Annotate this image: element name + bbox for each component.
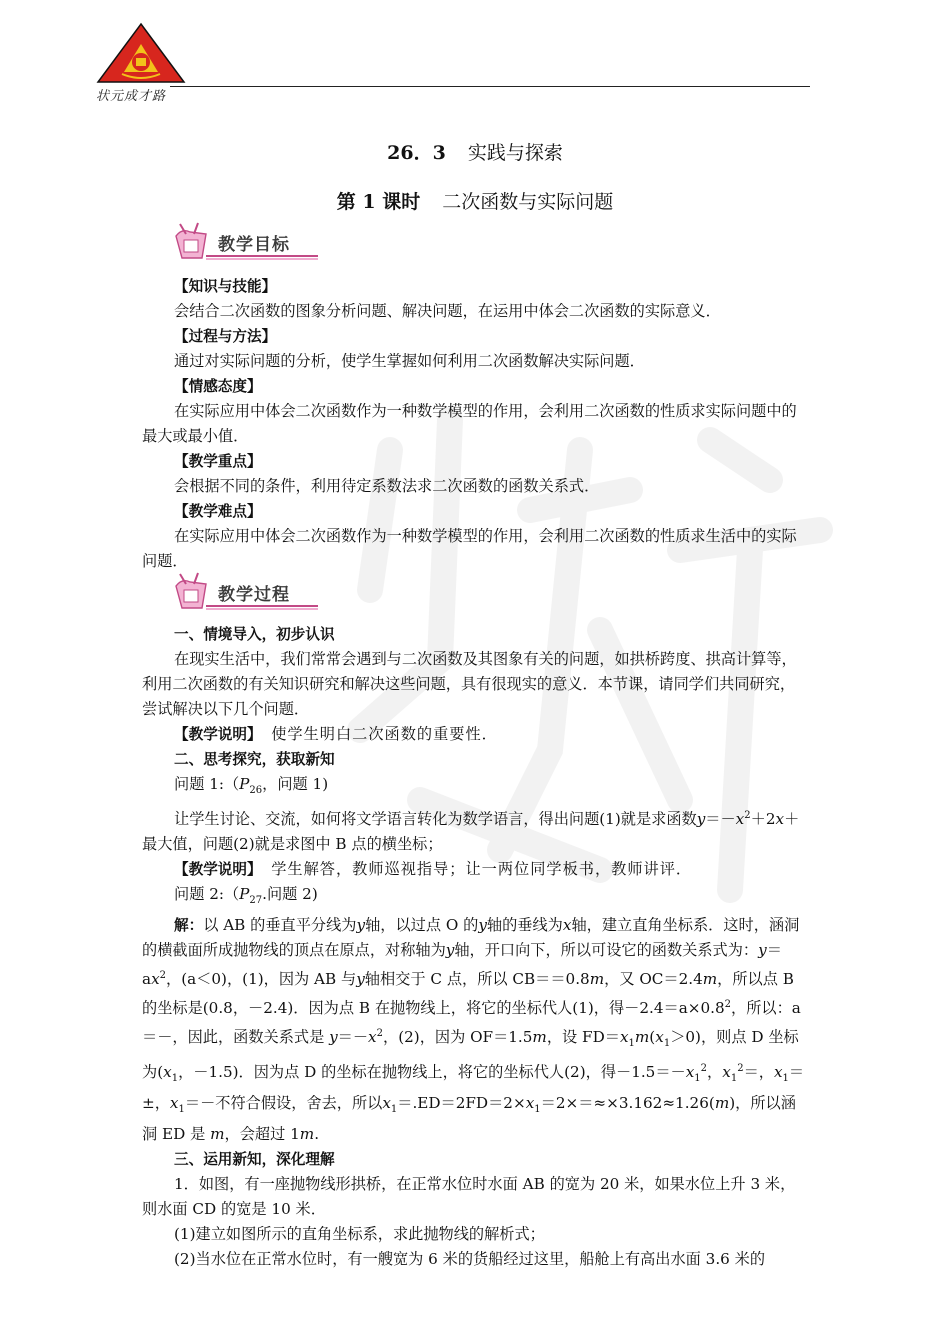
key-body: 会根据不同的条件，利用待定系数法求二次函数的函数关系式． [174, 477, 600, 495]
section-1-note [142, 722, 810, 747]
knowledge-body: 会结合二次函数的图象分析问题、解决问题，在运用中体会二次函数的实际意义． [174, 302, 721, 320]
emotion-body: 在实际应用中体会二次函数作为一种数学模型的作用，会利用二次函数的性质求实际问题中的最大或最小值． [142, 402, 797, 445]
note-body: 学生解答，教师巡视指导；让一两位同学板书，教师讲评． [271, 860, 693, 879]
key-heading: 【教学重点】 [174, 453, 262, 470]
logo-text: 状元成才路 [96, 89, 167, 104]
note-body: 使学生明白二次函数的重要性． [271, 725, 498, 743]
question-1-body: 让学生讨论、交流，如何将文学语言转化为数学语言，得出问题(1)就是求函数$y=-x^2+2x+$最大值，问题(2)就是求图中 B 点的横坐标； [142, 810, 800, 854]
difficulty-body: 在实际应用中体会二次函数作为一种数学模型的作用，会利用二次函数的性质求生活中的实际问题． [142, 527, 797, 570]
question-1: 问题 $1:(P_{26}$，问题 1) [174, 775, 329, 797]
process-badge [172, 572, 320, 612]
section-title [0, 138, 950, 165]
knowledge-heading: 【知识与技能】 [174, 278, 277, 295]
goals-badge [172, 222, 320, 262]
logo-emblem-icon [96, 22, 186, 86]
section-1-body: 在现实生活中，我们常常会遇到与二次函数及其图象有关的问题，如拱桥跨度、拱高计算等，利用二次函数的有关知识研究和解决这些问题，具有很现实的意义．本节课，请同学们共同研究，尝试解决以下几个问题． [142, 650, 797, 718]
lesson-name: 二次函数与实际问题 [442, 191, 614, 213]
section-2-heading: 二、思考探究，获取新知 [174, 751, 335, 768]
note-label: 【教学说明】 [174, 861, 262, 879]
process-badge-text: 教学过程 [218, 585, 290, 605]
method-heading: 【过程与方法】 [174, 328, 277, 345]
note-label: 【教学说明】 [174, 726, 262, 743]
section-3-heading: 三、运用新知，深化理解 [174, 1151, 335, 1169]
section-name: 实践与探索 [467, 142, 563, 164]
header-rule [170, 86, 810, 87]
solution-paragraph: 解：以 AB 的垂直平分线为y轴，以过点 O 的y轴的垂线为x轴，建立直角坐标系．这时，涵洞的横截面所成抛物线的顶点在原点，对称轴为y轴，开口向下，所以可设它的函数关系式为：$y=ax^2$，(a＜0)，(1)，因为 AB 与y轴相交于 C 点，所以 CB＝＝0.8m，又 OC＝2.4m，所以点 B 的坐标是(0.8，－2.4)．因为点 B 在抛物线上，将它的坐标代人(1)，得$-2.4=a\times 0.8^2$，所以：a＝－，因此，函数关系式是 $y=-x^2$，(2)，因为 OF＝1.5m，设 $FD=x_1m(x_1>0)$，则点 D 坐标为($x_1$，－1.5)．因为点 D 的坐标在抛物线上，将它的坐标代人(2)，得$-1.5=-x_1^2$，$x_1^2=$，$x_1=\pm$，$x_1=-$不符合假设，舍去，所以$x_1=.ED=2FD=2\times x_1=2\times=\approx\times 3.162\approx 1.26(m)$，所以涵洞 ED 是 m，会超过 1m. [142, 916, 805, 1144]
exercise-1: 1．如图，有一座抛物线形拱桥，在正常水位时水面 AB 的宽为 20 米，如果水位上升 3 米，则水面 CD 的宽是 10 米． [142, 1175, 796, 1219]
goals-badge-text: 教学目标 [218, 235, 290, 255]
exercise-1-part-1: (1)建立如图所示的直角坐标系，求此抛物线的解析式； [174, 1225, 545, 1244]
question-2: 问题 $2:(P_{27}$.问题 2) [174, 885, 318, 907]
process-section [142, 622, 810, 1272]
method-body: 通过对实际问题的分析，使学生掌握如何利用二次函数解决实际问题． [174, 352, 645, 370]
section-number: 26．3 [387, 142, 446, 164]
emotion-heading: 【情感态度】 [174, 378, 262, 395]
section-1-heading: 一、情境导入，初步认识 [174, 626, 335, 643]
section-2-note [142, 857, 810, 882]
difficulty-heading: 【教学难点】 [174, 503, 262, 520]
exercise-1-part-2: (2)当水位在正常水位时，有一艘宽为 6 米的货船经过这里，船舱上有高出水面 3.6 米的 [174, 1250, 766, 1269]
goals-section [142, 274, 810, 574]
lesson-title [0, 187, 950, 214]
header-logo [96, 22, 186, 106]
lesson-number: 第 1 课时 [336, 191, 421, 213]
